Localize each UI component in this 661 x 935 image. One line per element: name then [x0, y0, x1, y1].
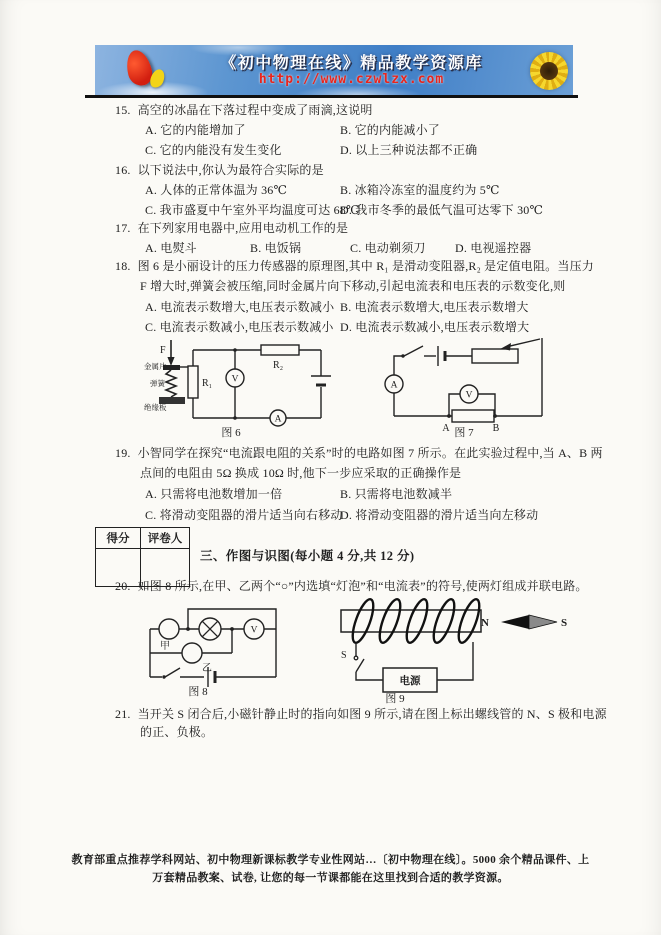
- question-16-text: 以下说法中,你认为最符合实际的是: [137, 163, 324, 177]
- q15-option-c: C. 它的内能没有发生变化: [145, 143, 282, 157]
- fig8-yi-label: 乙: [202, 663, 212, 674]
- banner-url: http://www.czwlzx.com: [258, 72, 445, 87]
- footer-line2: 万套精品教案、试卷, 让您的每一节课都能在这里找到合适的教学资源。: [152, 872, 509, 884]
- q17-option-c: C. 电动剃须刀: [350, 241, 426, 255]
- q15-option-d: D. 以上三种说法都不正确: [340, 143, 478, 157]
- question-15: [115, 101, 373, 118]
- fig7-voltmeter-label: V: [465, 390, 473, 401]
- fig8-jia-label: 甲: [160, 641, 170, 652]
- junction-dot: [233, 416, 237, 420]
- q19-option-d: D. 将滑动变阻器的滑片适当向左移动: [340, 508, 539, 522]
- question-18-number: 18.: [115, 259, 131, 273]
- fig6-metal-label: 金属片: [144, 362, 167, 371]
- fig6-voltmeter-label: V: [231, 374, 239, 385]
- figure-9-solenoid-diagram: [323, 596, 571, 704]
- question-16: [115, 161, 324, 178]
- question-17-number: 17.: [115, 221, 131, 235]
- fig8-caption: 图 8: [188, 686, 208, 697]
- question-20-number: 20.: [115, 579, 131, 593]
- fig7-caption: 图 7: [454, 427, 474, 438]
- fig9-power-label: 电源: [399, 676, 421, 687]
- fig6-r1-label: R₁: [202, 378, 213, 389]
- fig6-board-label: 绝缘板: [144, 403, 167, 412]
- question-21-text-line2: 的正、负极。: [140, 725, 214, 739]
- switch-symbol: [162, 668, 180, 679]
- header-divider: [85, 95, 578, 98]
- fig6-caption: 图 6: [221, 427, 241, 439]
- footer-line1: 教育部重点推荐学科网站、初中物理新课标教学专业性网站…〔初中物理在线〕。5000 余个精品课件、上: [71, 854, 590, 866]
- q16-option-a: A. 人体的正常体温为 36℃: [145, 183, 288, 197]
- q18-option-c: C. 电流表示数减小,电压表示数减小: [145, 320, 334, 334]
- q16-option-b: B. 冰箱冷冻室的温度约为 5℃: [340, 183, 500, 197]
- fig9-north-label: N: [481, 617, 489, 629]
- lamp-symbol: [199, 618, 221, 640]
- switch-symbol: [401, 346, 423, 358]
- banner-title: 《初中物理在线》精品教学资源库: [220, 55, 483, 72]
- q18-option-b: B. 电流表示数增大,电压表示数增大: [340, 300, 529, 314]
- rheostat-r1: [188, 366, 198, 398]
- question-21-number: 21.: [115, 707, 131, 721]
- question-17: [115, 219, 348, 236]
- fig6-ammeter-label: A: [274, 414, 282, 425]
- fig7-point-a-label: A: [442, 423, 450, 434]
- spring-symbol: [166, 370, 176, 397]
- figure-7-circuit-diagram: [372, 332, 562, 438]
- resistor-r2: [261, 345, 299, 355]
- battery-symbol: [438, 346, 445, 366]
- section-3-heading: 三、作图与识图(每小题 4 分,共 12 分): [200, 549, 415, 563]
- solenoid-coil: [349, 597, 484, 645]
- question-15-text: 高空的冰晶在下落过程中变成了雨滴,这说明: [137, 103, 373, 117]
- question-17-text: 在下列家用电器中,应用电动机工作的是: [137, 221, 349, 235]
- question-19-text-line1: 小智同学在探究“电流跟电阻的关系”时的电路如图 7 所示。在此实验过程中,当 A、B 两: [137, 446, 603, 460]
- junction-dot-a: [447, 414, 451, 418]
- fig9-switch-label: S: [341, 650, 347, 661]
- fig6-r2-label: R₂: [273, 360, 284, 371]
- rheostat-slider-arm: [506, 339, 540, 347]
- q19-option-a: A. 只需将电池数增加一倍: [145, 487, 283, 501]
- question-21: [115, 705, 607, 722]
- question-19: [115, 444, 603, 461]
- q19-option-b: B. 只需将电池数减半: [340, 487, 453, 501]
- question-19-text-line2: 点间的电阻由 5Ω 换成 10Ω 时,他下一步应采取的正确操作是: [140, 466, 462, 480]
- figure-6-circuit-diagram: [143, 336, 338, 439]
- q19-option-c: C. 将滑动变阻器的滑片适当向右移动: [145, 508, 343, 522]
- site-banner: [95, 45, 573, 95]
- fig9-caption: 图 9: [385, 693, 405, 704]
- question-16-number: 16.: [115, 163, 131, 177]
- q18-option-d: D. 电流表示数减小,电压表示数增大: [340, 320, 530, 334]
- q15-option-a: A. 它的内能增加了: [145, 123, 246, 137]
- junction-dot: [186, 627, 190, 631]
- question-18-text-line1: 图 6 是小丽设计的压力传感器的原理图,其中 R₁ 是滑动变阻器,R₂ 是定值电阻。当压力: [137, 259, 594, 273]
- question-19-number: 19.: [115, 446, 131, 460]
- force-arrowhead: [167, 357, 174, 366]
- fig7-ammeter-label: A: [390, 380, 398, 391]
- sunflower-icon: [530, 52, 568, 90]
- fig6-force-label: F: [160, 345, 166, 356]
- question-15-number: 15.: [115, 103, 131, 117]
- rheostat-symbol: [472, 349, 518, 363]
- switch-symbol: [354, 656, 364, 672]
- score-label: 得分: [96, 528, 141, 549]
- q18-option-a: A. 电流表示数增大,电压表示数减小: [145, 300, 335, 314]
- question-20-text: 如图 8 所示,在甲、乙两个“○”内选填“灯泡”和“电流表”的符号,使两灯组成并联电路。: [137, 579, 588, 593]
- junction-dot: [230, 627, 234, 631]
- sunflower-center-icon: [540, 62, 558, 80]
- grader-label: 评卷人: [141, 528, 190, 549]
- q15-option-b: B. 它的内能减小了: [340, 123, 441, 137]
- fig9-south-label: S: [561, 617, 568, 629]
- q17-option-d: D. 电视遥控器: [455, 241, 532, 255]
- figure-8-circuit-diagram: [112, 597, 312, 697]
- question-18: [115, 257, 594, 274]
- blank-component-circle-jia: [159, 619, 179, 639]
- q17-option-a: A. 电熨斗: [145, 241, 197, 255]
- question-21-text-line1: 当开关 S 闭合后,小磁针静止时的指向如图 9 所示,请在图上标出螺线管的 N、S 极和电源: [137, 707, 607, 721]
- blank-component-circle-yi: [182, 643, 202, 663]
- fig9-circuit-wires: [356, 642, 473, 680]
- battery-symbol: [311, 376, 331, 385]
- q16-option-d: D. 我市冬季的最低气温可达零下 30℃: [340, 203, 544, 217]
- compass-needle: [501, 615, 557, 629]
- question-20: [115, 577, 588, 594]
- q16-option-c: C. 我市盛夏中午室外平均温度可达 68℃: [145, 203, 360, 217]
- resistor-symbol: [452, 410, 494, 422]
- fig7-point-b-label: B: [492, 423, 500, 434]
- junction-dot: [233, 348, 237, 352]
- question-18-text-line2: F 增大时,弹簧会被压缩,同时金属片向下移动,引起电流表和电压表的示数变化,则: [140, 279, 566, 293]
- fig8-voltmeter-label: V: [250, 625, 258, 636]
- fig6-spring-label: 弹簧: [150, 379, 165, 388]
- junction-dot-b: [493, 414, 497, 418]
- q17-option-b: B. 电饭锅: [250, 241, 302, 255]
